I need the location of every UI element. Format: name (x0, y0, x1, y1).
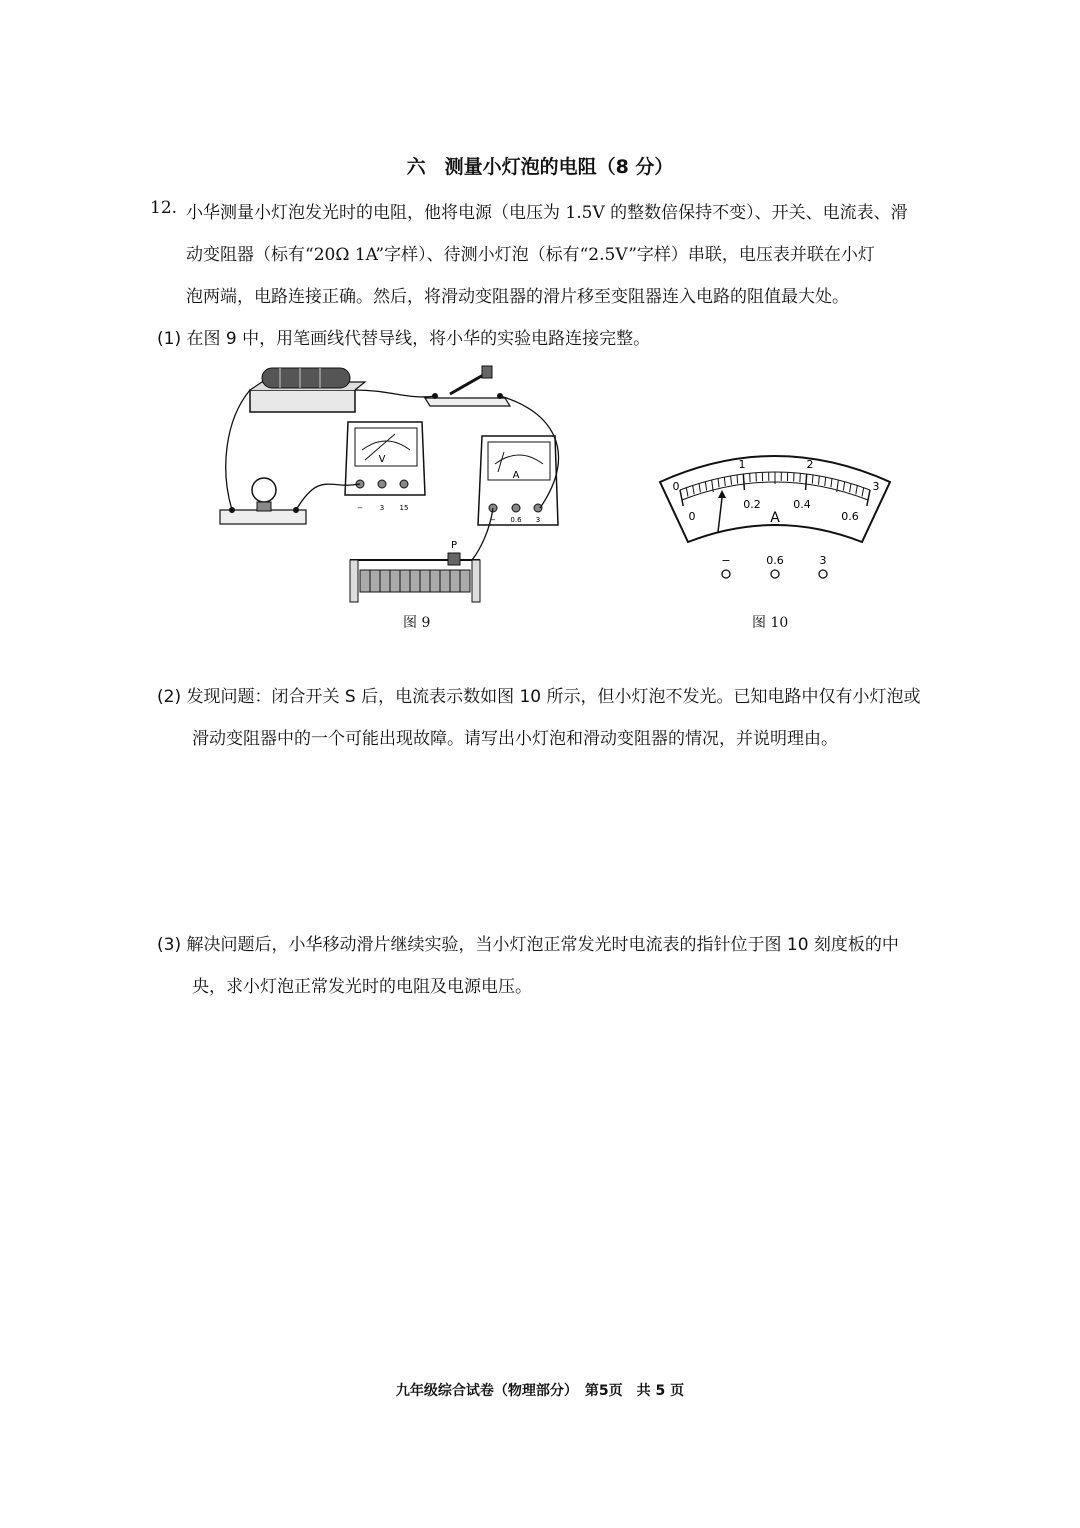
upper-scale-2: 2 (806, 458, 814, 471)
upper-scale-1: 1 (738, 458, 746, 471)
upper-scale-3: 3 (872, 480, 880, 493)
page-footer: 九年级综合试卷（物理部分） 第5页 共 5 页 (395, 1383, 685, 1399)
ammeter-terminal-06: 0.6 (510, 516, 522, 524)
question-intro-line-3: 泡两端，电路连接正确。然后，将滑动变阻器的滑片移至变阻器连入电路的阻值最大处。 (186, 287, 849, 307)
part-3-line-1: (3) 解决问题后，小华移动滑片继续实验，当小灯泡正常发光时电流表的指针位于图 10 刻度板的中 (157, 935, 899, 955)
lower-scale-04: 0.4 (793, 498, 811, 511)
voltmeter-symbol: V (378, 454, 386, 465)
ammeter-terminal-neg: − (490, 516, 496, 524)
terminal-neg (722, 570, 730, 578)
switch (425, 366, 510, 406)
dial-tick (812, 475, 813, 484)
lower-scale-02: 0.2 (743, 498, 761, 511)
figure-10-caption: 图 10 (752, 615, 789, 631)
voltmeter-terminal-15: 15 (399, 504, 409, 512)
question-intro-line-1: 小华测量小灯泡发光时的电阻，他将电源（电压为 1.5V 的整数倍保持不变）、开关、电流表、滑 (186, 203, 908, 223)
terminal-06-label: 0.6 (766, 554, 784, 567)
part-2-line-1: (2) 发现问题：闭合开关 S 后，电流表示数如图 10 所示，但小灯泡不发光。已知电路中仅有小灯泡或 (157, 687, 921, 707)
lower-scale-06: 0.6 (841, 510, 859, 523)
terminal-3 (819, 570, 827, 578)
rheostat (350, 540, 480, 602)
dial-tick (806, 474, 807, 490)
slider-label: P (450, 540, 458, 551)
figure-9-caption: 图 9 (403, 615, 431, 631)
lower-scale-0: 0 (688, 510, 696, 523)
voltmeter (345, 422, 425, 512)
section-title: 六 测量小灯泡的电阻（8 分） (406, 156, 674, 178)
unit-label: A (770, 510, 780, 526)
lamp (220, 478, 306, 524)
terminal-06 (771, 570, 779, 578)
ammeter-symbol: A (512, 470, 520, 481)
ammeter-terminal-3: 3 (535, 516, 541, 524)
battery (250, 368, 365, 412)
question-intro-line-2: 动变阻器（标有“20Ω 1A”字样）、待测小灯泡（标有“2.5V”字样）串联，电压表并联在小灯 (186, 245, 875, 265)
question-number: 12. (150, 198, 178, 218)
part-1-text: (1) 在图 9 中，用笔画线代替导线，将小华的实验电路连接完整。 (157, 329, 651, 349)
dial-tick (737, 475, 738, 484)
dial-tick (743, 474, 744, 490)
ammeter (478, 436, 558, 525)
figure-10-ammeter-dial (650, 440, 900, 590)
upper-scale-0: 0 (672, 480, 680, 493)
voltmeter-terminal-neg: − (357, 504, 363, 512)
terminal-3-label: 3 (819, 554, 827, 567)
figure-9-circuit (210, 360, 590, 610)
voltmeter-terminal-3: 3 (379, 504, 385, 512)
terminal-neg-label: − (721, 554, 731, 567)
part-3-line-2: 央，求小灯泡正常发光时的电阻及电源电压。 (192, 977, 532, 997)
part-2-line-2: 滑动变阻器中的一个可能出现故障。请写出小灯泡和滑动变阻器的情况，并说明理由。 (192, 729, 838, 749)
